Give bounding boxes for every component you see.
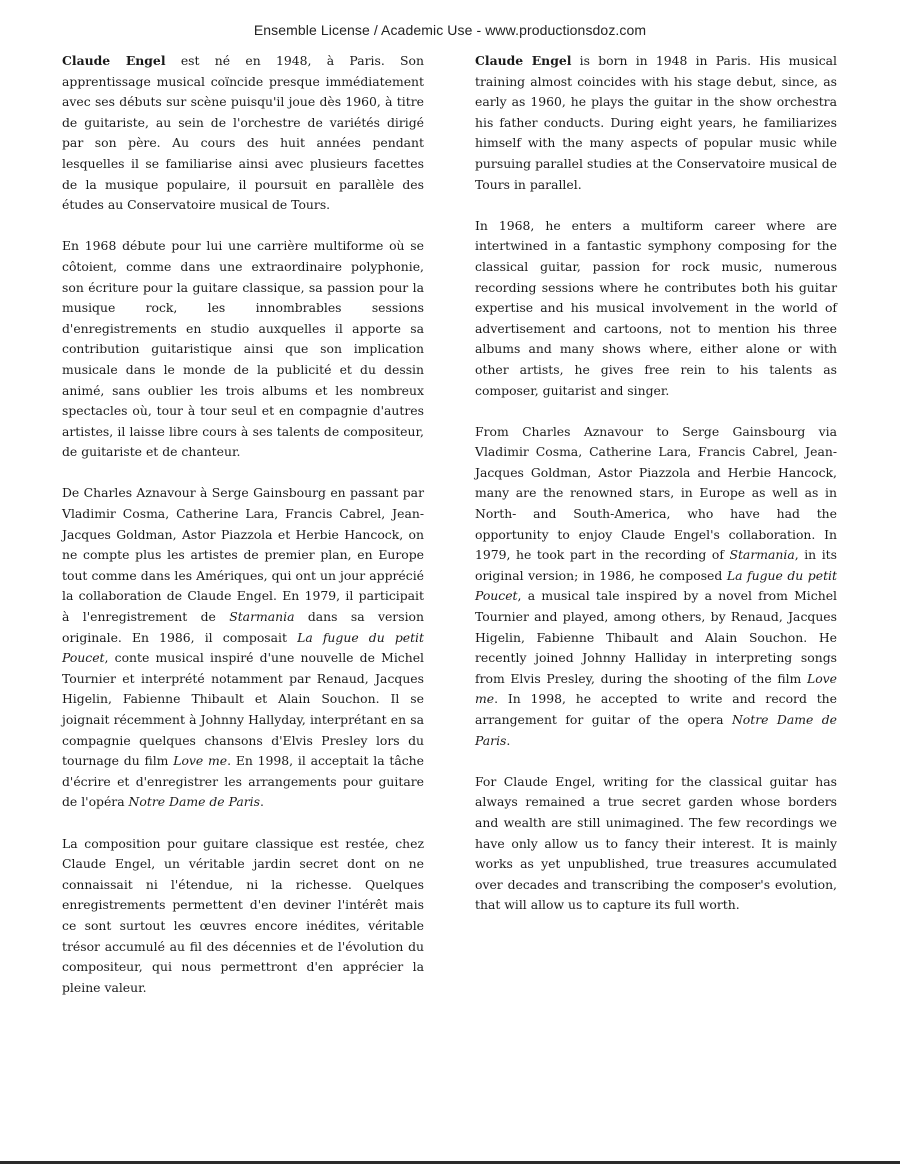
french-column — [62, 51, 424, 998]
english-paragraph-4: For Claude Engel, writing for the classical guitar has always remained a true secret garden whose borders and wealth are still unimagined. The few recordings we have only allow us to fancy their interest. It is mainly works as yet unpublished, true treasures accumulated over decades and transcribing the composer's evolution, that will allow us to capture its full worth. — [475, 773, 837, 913]
english-paragraph-3: From Charles Aznavour to Serge Gainsbourg via Vladimir Cosma, Catherine Lara, Francis Cabrel, Jean-Jacques Goldman, Astor Piazzola and Herbie Hancock, many are the renowned stars, in Europe as well as in North- and South-America, who have had the opportunity to enjoy Claude Engel's collaboration. In 1979, he took part in the recording of Starmania, in its original version; in 1986, he composed La fugue du petit Poucet, a musical tale inspired by a novel from Michel Tournier and played, among others, by Renaud, Jacques Higelin, Fabienne Thibault and Alain Souchon. He recently joined Johnny Halliday in interpreting songs from Elvis Presley, during the shooting of the film Love me. In 1998, he accepted to write and record the arrangement for guitar of the opera Notre Dame de Paris. — [475, 423, 837, 748]
french-paragraph-3: De Charles Aznavour à Serge Gainsbourg en passant par Vladimir Cosma, Catherine Lara, Francis Cabrel, Jean-Jacques Goldman, Astor Piazzola et Herbie Hancock, on ne compte plus les artistes de premier plan, en Europe tout comme dans les Amériques, qui ont un jour apprécié la collaboration de Claude Engel. En 1979, il participait à l'enregistrement de Starmania dans sa version originale. En 1986, il composait La fugue du petit Poucet, conte musical inspiré d'une nouvelle de Michel Tournier et interprété notamment par Renaud, Jacques Higelin, Fabienne Thibault et Alain Souchon. Il se joignait récemment à Johnny Hallyday, interprétant en sa compagnie quelques chansons d'Elvis Presley lors du tournage du film Love me. En 1998, il acceptait la tâche d'écrire et d'enregistrer les arrangements pour guitare de l'opéra Notre Dame de Paris. — [62, 485, 424, 810]
english-title-fugue: La fugue du petit Poucet — [475, 567, 837, 604]
french-title-fugue: La fugue du petit Poucet — [62, 629, 424, 666]
english-paragraph-2: In 1968, he enters a multiform career where are intertwined in a fantastic symphony composing for the classical guitar, passion for rock music, numerous recording sessions where he contributes both his guitar expertise and his musical involvement in the world of advertisement and cartoons, not to mention his three albums and many shows where, either alone or with other artists, he gives free rein to his talents as composer, guitarist and singer. — [475, 217, 837, 398]
english-title-love-me: Love me — [475, 670, 837, 707]
english-title-notre-dame: Notre Dame de Paris — [475, 712, 837, 748]
english-paragraph-1: Claude Engel is born in 1948 in Paris. His musical training almost coincides with his stage debut, since, as early as 1960, he plays the guitar in the show orchestra his father conducts. During eight years, he familiarizes himself with the many aspects of popular music while pursuing parallel studies at the Conservatoire musical de Tours in parallel. — [475, 53, 837, 192]
french-title-starmania: Starmania — [229, 609, 295, 625]
license-header: Ensemble License / Academic Use - www.productionsdoz.com — [253, 22, 647, 38]
french-paragraph-2: En 1968 débute pour lui une carrière multiforme où se côtoient, comme dans une extraordinaire polyphonie, son écriture pour la guitare classique, sa passion pour la musique rock, les innombrables sessions d'enregistrements en studio auxquelles il apporte sa contribution guitaristique ainsi que son implication musicale dans le monde de la publicité et du dessin animé, sans oublier les trois albums et les nombreux spectacles où, tour à tour seul et en compagnie d'autres artistes, il laisse libre cours à ses talents de compositeur, de guitariste et de chanteur. — [62, 238, 424, 460]
french-author-name: Claude Engel — [62, 53, 166, 68]
french-paragraph-4: La composition pour guitare classique est restée, chez Claude Engel, un véritable jardin secret dont on ne connaissait ni l'étendue, ni la richesse. Quelques enregistrements permettent d'en deviner l'intérêt mais ce sont surtout les œuvres encore inédites, véritable trésor accumulé au fil des décennies et de l'évolution du compositeur, qui nous permettront d'en apprécier la pleine valeur. — [62, 835, 424, 995]
french-paragraph-1: Claude Engel est né en 1948, à Paris. Son apprentissage musical coïncide presque immédiatement avec ses débuts sur scène puisqu'il joue dès 1960, à titre de guitariste, au sein de l'orchestre de variétés dirigé par son père. Au cours des huit années pendant lesquelles il se familiarise ainsi avec plusieurs facettes de la musique populaire, il poursuit en parallèle des études au Conservatoire musical de Tours. — [62, 53, 424, 213]
french-title-notre-dame: Notre Dame de Paris — [128, 794, 260, 810]
french-title-love-me: Love me — [173, 753, 228, 769]
english-title-starmania: Starmania — [729, 547, 795, 563]
english-author-name: Claude Engel — [475, 53, 572, 68]
english-column — [475, 51, 837, 916]
